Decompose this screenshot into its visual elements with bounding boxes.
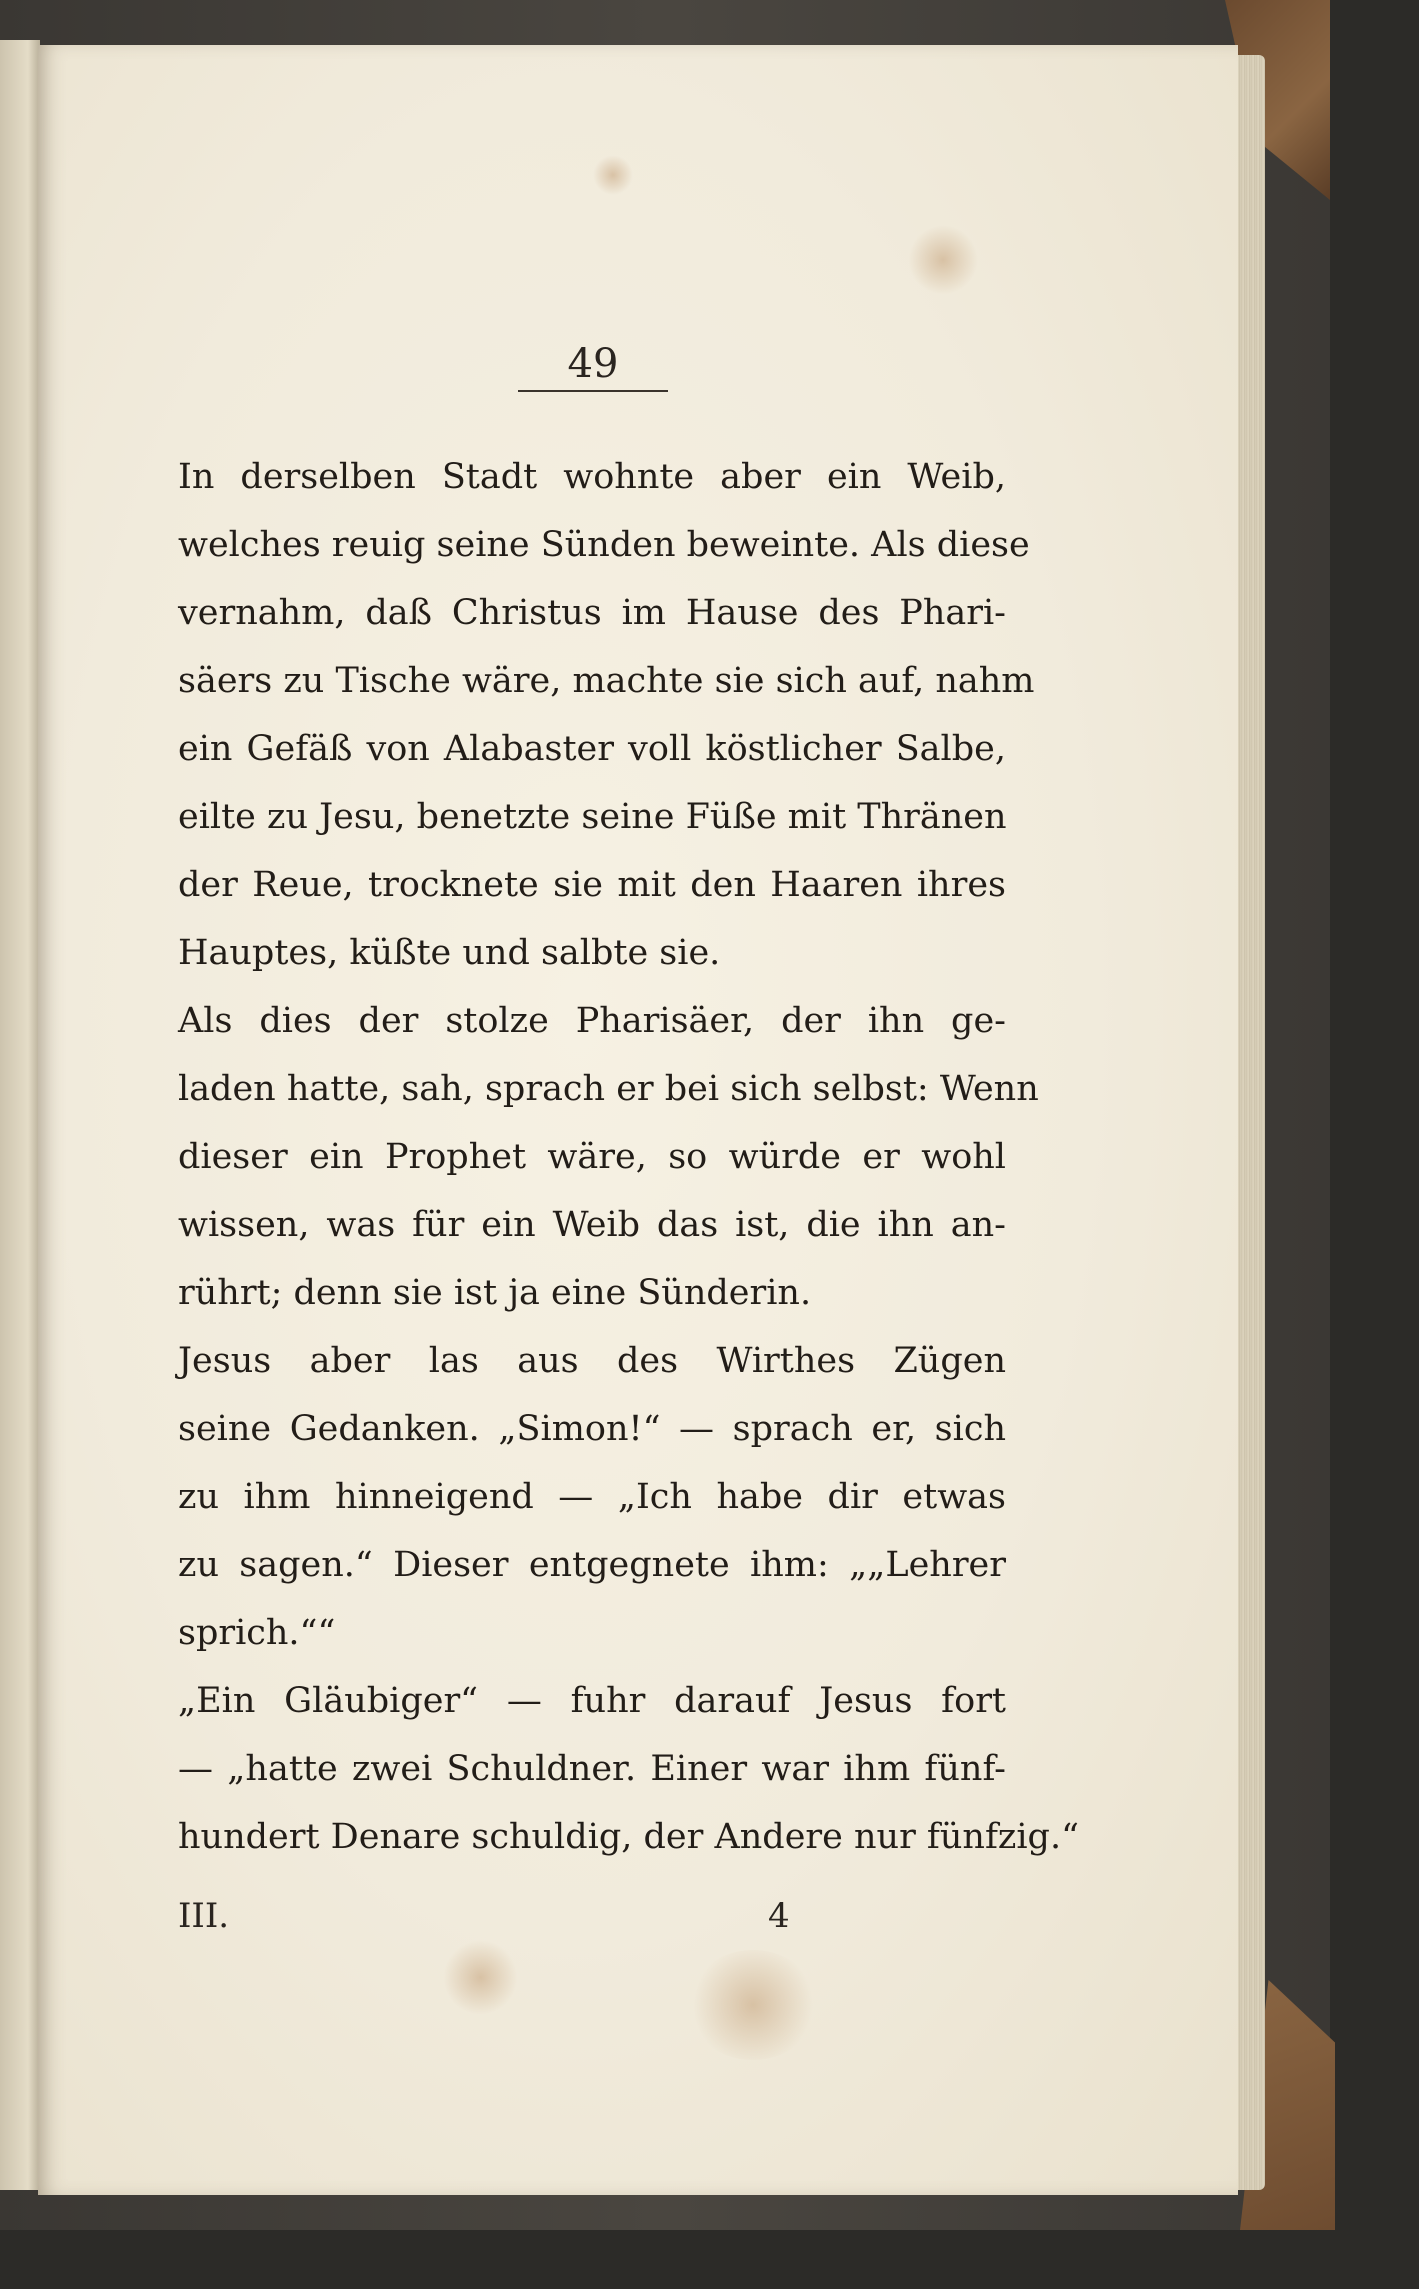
text-line: Hauptes, küßte und salbte sie.: [178, 933, 721, 973]
text-line: rührt; denn sie ist ja eine Sünderin.: [178, 1273, 812, 1313]
text-line: säers zu Tische wäre, machte sie sich auf, nahm: [178, 661, 1035, 701]
text-line: laden hatte, sah, sprach er bei sich selbst: Wenn: [178, 1069, 1039, 1109]
left-page-edge: [0, 40, 40, 2190]
signature-mark: III.: [178, 1896, 230, 1936]
text-line: zu ihm hinneigend — „Ich habe dir etwas: [178, 1477, 1006, 1517]
foxing-stain: [443, 1940, 518, 2015]
text-line: „Ein Gläubiger“ — fuhr darauf Jesus fort: [178, 1681, 1006, 1721]
text-line: wissen, was für ein Weib das ist, die ihn an-: [178, 1205, 1006, 1245]
text-line: sprich.““: [178, 1613, 336, 1653]
page-number-rule: [518, 390, 668, 392]
text-line: In derselben Stadt wohnte aber ein Weib,: [178, 457, 1006, 497]
text-line: eilte zu Jesu, benetzte seine Füße mit Thränen: [178, 797, 1007, 837]
text-line: Jesus aber las aus des Wirthes Zügen: [178, 1341, 1006, 1381]
text-line: hundert Denare schuldig, der Andere nur fünfzig.“: [178, 1817, 1079, 1857]
text-line: welches reuig seine Sünden beweinte. Als diese: [178, 525, 1030, 565]
sheet-number: 4: [768, 1896, 790, 1936]
text-line: Als dies der stolze Pharisäer, der ihn ge-: [178, 1001, 1006, 1041]
text-line: ein Gefäß von Alabaster voll köstlicher Salbe,: [178, 729, 1006, 769]
text-line: seine Gedanken. „Simon!“ — sprach er, sich: [178, 1409, 1006, 1449]
body-text: [178, 443, 1079, 1871]
text-line: zu sagen.“ Dieser entgegnete ihm: „„Lehrer: [178, 1545, 1006, 1585]
foxing-stain: [593, 155, 633, 195]
foxing-stain: [908, 225, 978, 295]
book-page: [38, 45, 1238, 2195]
text-line: vernahm, daß Christus im Hause des Phari-: [178, 593, 1006, 633]
text-line: der Reue, trocknete sie mit den Haaren ihres: [178, 865, 1006, 905]
page-number: 49: [567, 341, 619, 387]
text-line: dieser ein Prophet wäre, so würde er wohl: [178, 1137, 1006, 1177]
foxing-stain: [688, 1950, 818, 2060]
text-line: — „hatte zwei Schuldner. Einer war ihm fünf-: [178, 1749, 1006, 1789]
